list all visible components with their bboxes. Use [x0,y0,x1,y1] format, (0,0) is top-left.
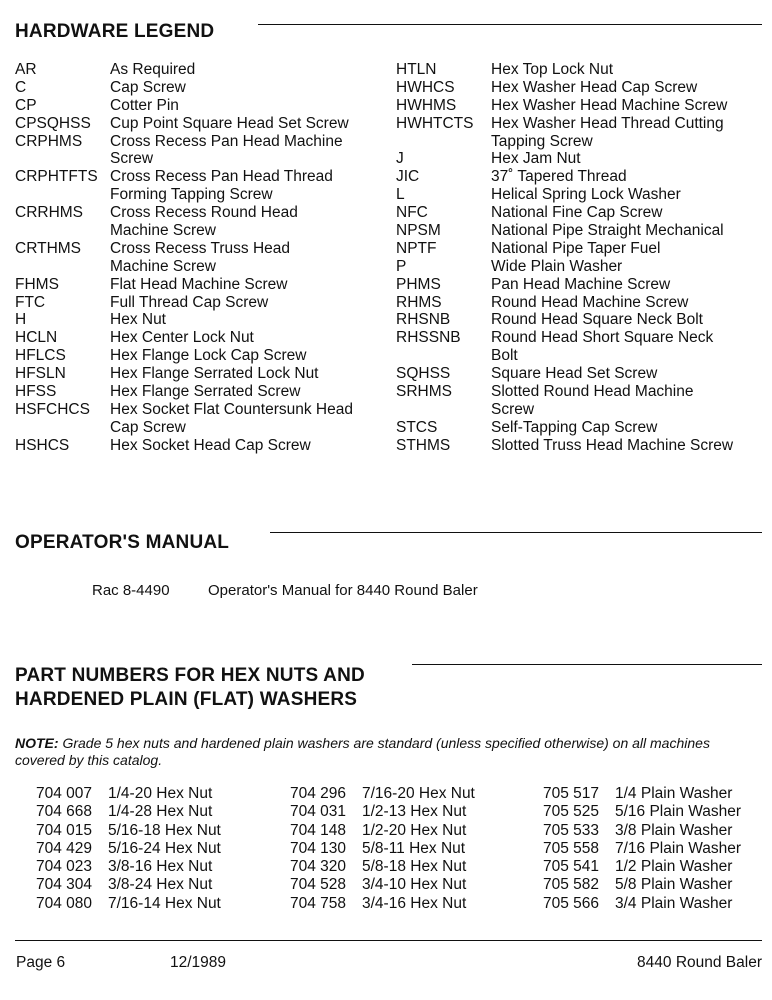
legend-description: Hex Washer Head Cap Screw [491,78,698,96]
legend-abbreviation: NPTF [396,239,437,257]
legend-description: Round Head Machine Screw [491,293,689,311]
legend-abbreviation: C [15,78,27,96]
part-row [36,785,276,803]
part-description: 3/8-16 Hex Nut [108,858,213,876]
part-description: 7/16 Plain Washer [615,839,742,857]
legend-abbreviation: STHMS [396,436,451,454]
legend-abbreviation: HWHMS [396,96,457,114]
legend-abbreviation: CRPHTFTS [15,168,98,186]
part-number: 704 429 [36,839,93,857]
legend-row [396,204,766,222]
legend-description: Cross Recess Truss Head [110,239,291,257]
part-description: 1/2-13 Hex Nut [362,803,467,821]
legend-description: National Pipe Straight Mechanical [491,222,724,240]
legend-description: Hex Top Lock Nut [491,61,614,78]
legend-row [15,61,390,79]
legend-description: Tapping Screw [491,132,593,150]
legend-description: Round Head Square Neck Bolt [491,311,703,329]
part-description: 1/2 Plain Washer [615,858,733,876]
part-number: 704 130 [290,839,347,857]
legend-description: Machine Screw [110,222,216,240]
legend-description: Slotted Round Head Machine [491,383,694,401]
manual-number: Rac 8-4490 [92,582,170,599]
legend-abbreviation: CP [15,96,37,114]
part-row [36,858,276,876]
legend-row [396,186,766,204]
part-description: 5/16-18 Hex Nut [108,821,221,839]
part-number: 704 015 [36,821,93,839]
part-row [290,803,530,821]
legend-description: Wide Plain Washer [491,257,623,275]
legend-abbreviation: SQHSS [396,365,451,383]
legend-row [396,294,766,312]
legend-row [15,383,390,401]
parts-column-2 [290,785,530,913]
legend-row [396,240,766,258]
legend-description: Square Head Set Screw [491,365,658,383]
part-description: 3/4-16 Hex Nut [362,894,467,912]
part-row [290,785,530,803]
part-number: 704 758 [290,894,347,912]
part-description: 3/4-10 Hex Nut [362,876,467,894]
legend-description: Hex Flange Serrated Screw [110,383,301,401]
part-row [290,895,530,913]
part-number: 704 007 [36,785,93,802]
legend-abbreviation: PHMS [396,275,441,293]
part-numbers-title-line2: HARDENED PLAIN (FLAT) WASHERS [15,689,358,710]
legend-description: Screw [491,400,535,418]
part-row [543,876,768,894]
legend-row [396,97,766,115]
part-number: 705 582 [543,876,600,894]
legend-row [396,61,766,79]
part-row [36,895,276,913]
legend-description: Slotted Truss Head Machine Screw [491,436,734,454]
legend-row [396,401,766,419]
legend-abbreviation: AR [15,61,37,78]
legend-row [15,79,390,97]
legend-abbreviation: NFC [396,204,428,222]
legend-row [396,276,766,294]
legend-abbreviation: CRTHMS [15,239,82,257]
legend-row [396,311,766,329]
legend-row [15,401,390,419]
footer-page-number: Page 6 [16,954,66,971]
legend-row [396,150,766,168]
part-description: 1/4 Plain Washer [615,785,733,802]
legend-row [15,186,390,204]
part-number: 704 528 [290,876,347,894]
part-row [36,840,276,858]
legend-row [396,347,766,365]
manual-description: Operator's Manual for 8440 Round Baler [208,582,478,599]
part-numbers-title-line1: PART NUMBERS FOR HEX NUTS AND [15,665,365,686]
legend-abbreviation: FHMS [15,275,59,293]
legend-description: Full Thread Cap Screw [110,293,269,311]
legend-row [15,329,390,347]
legend-description: Self-Tapping Cap Screw [491,418,658,436]
legend-description: Helical Spring Lock Washer [491,186,681,204]
legend-abbreviation: HWHCS [396,78,455,96]
legend-description: Hex Nut [110,311,166,329]
legend-description: Cross Recess Pan Head Machine [110,132,343,150]
legend-abbreviation: J [396,150,404,168]
parts-column-1 [36,785,276,913]
hardware-legend-rule [258,24,762,25]
legend-row [396,329,766,347]
part-description: 5/8 Plain Washer [615,876,733,894]
operators-manual-rule [270,532,762,533]
part-description: 3/8-24 Hex Nut [108,876,213,894]
part-row [290,876,530,894]
legend-abbreviation: RHSNB [396,311,451,329]
legend-abbreviation: NPSM [396,222,441,240]
part-row [543,803,768,821]
legend-abbreviation: HSFCHCS [15,400,90,418]
footer-product: 8440 Round Baler [637,954,762,971]
part-description: 7/16-20 Hex Nut [362,785,475,802]
part-row [543,858,768,876]
part-number: 705 517 [543,785,600,802]
legend-description: Cap Screw [110,418,186,436]
legend-right-column [396,61,766,455]
legend-description: Round Head Short Square Neck [491,329,714,347]
legend-row [15,365,390,383]
part-description: 5/8-18 Hex Nut [362,858,467,876]
legend-abbreviation: SRHMS [396,383,452,401]
part-number: 704 320 [290,858,347,876]
legend-description: Hex Washer Head Machine Screw [491,96,728,114]
legend-description: National Pipe Taper Fuel [491,239,661,257]
part-row [36,876,276,894]
part-description: 1/2-20 Hex Nut [362,821,467,839]
footer-date: 12/1989 [170,954,227,971]
legend-left-column [15,61,390,455]
legend-abbreviation: HFLCS [15,347,66,365]
part-row [36,803,276,821]
legend-description: Hex Socket Flat Countersunk Head [110,400,353,418]
legend-row [15,168,390,186]
part-description: 1/4-20 Hex Nut [108,785,213,802]
legend-description: Pan Head Machine Screw [491,275,671,293]
legend-abbreviation: HTLN [396,61,437,78]
legend-description: Cross Recess Pan Head Thread [110,168,333,186]
legend-description: Bolt [491,347,518,365]
note-text: Grade 5 hex nuts and hardened plain washers are standard (unless specified otherwise) on all machines covered by this catalog. [15,735,710,768]
part-row [543,822,768,840]
legend-abbreviation: HSHCS [15,436,70,454]
legend-row [15,311,390,329]
legend-row [15,204,390,222]
part-number: 704 023 [36,858,93,876]
hardware-legend-title: HARDWARE LEGEND [15,21,215,42]
legend-description: Machine Screw [110,257,216,275]
part-number: 705 566 [543,894,600,912]
legend-abbreviation: JIC [396,168,420,186]
legend-abbreviation: STCS [396,418,438,436]
part-description: 1/4-28 Hex Nut [108,803,213,821]
legend-abbreviation: HFSS [15,383,57,401]
legend-row [15,276,390,294]
part-row [290,840,530,858]
legend-row [15,240,390,258]
legend-description: As Required [110,61,196,78]
part-number: 704 031 [290,803,347,821]
part-number: 704 148 [290,821,347,839]
legend-row [396,419,766,437]
legend-row [15,222,390,240]
legend-row [15,150,390,168]
legend-row [396,222,766,240]
note-label: NOTE: [15,735,59,751]
part-number: 704 304 [36,876,93,894]
legend-description: Hex Jam Nut [491,150,581,168]
part-row [543,895,768,913]
legend-row [15,437,390,455]
legend-row [396,168,766,186]
legend-description: Hex Center Lock Nut [110,329,254,347]
legend-row [15,419,390,437]
part-number: 705 558 [543,839,600,857]
legend-row [396,383,766,401]
part-description: 3/4 Plain Washer [615,894,733,912]
legend-abbreviation: RHMS [396,293,442,311]
legend-description: Cotter Pin [110,96,179,114]
parts-column-3 [543,785,768,913]
part-numbers-rule [412,664,762,665]
legend-row [396,115,766,133]
legend-description: Screw [110,150,154,168]
legend-abbreviation: HFSLN [15,365,66,383]
legend-row [15,97,390,115]
part-number: 705 533 [543,821,600,839]
legend-abbreviation: P [396,257,407,275]
legend-row [396,258,766,276]
part-number: 704 668 [36,803,93,821]
legend-abbreviation: CRRHMS [15,204,84,222]
operators-manual-title: OPERATOR'S MANUAL [15,532,230,553]
part-number: 704 296 [290,785,347,802]
legend-description: Flat Head Machine Screw [110,275,288,293]
note-paragraph [15,735,760,769]
legend-abbreviation: L [396,186,405,204]
part-row [290,822,530,840]
legend-abbreviation: HWHTCTS [396,114,474,132]
legend-description: Forming Tapping Screw [110,186,273,204]
legend-row [396,365,766,383]
legend-description: Hex Flange Serrated Lock Nut [110,365,319,383]
legend-description: 37˚ Tapered Thread [491,168,627,186]
legend-description: National Fine Cap Screw [491,204,663,222]
legend-description: Cross Recess Round Head [110,204,298,222]
legend-description: Cup Point Square Head Set Screw [110,114,349,132]
part-description: 7/16-14 Hex Nut [108,894,221,912]
legend-abbreviation: RHSSNB [396,329,461,347]
legend-abbreviation: FTC [15,293,46,311]
legend-row [396,437,766,455]
legend-row [15,258,390,276]
part-description: 5/16-24 Hex Nut [108,839,221,857]
part-description: 5/8-11 Hex Nut [362,839,466,857]
part-row [36,822,276,840]
part-row [543,840,768,858]
part-number: 704 080 [36,894,93,912]
footer-rule [15,940,762,941]
part-row [543,785,768,803]
legend-row [396,79,766,97]
part-number: 705 525 [543,803,600,821]
legend-description: Cap Screw [110,78,186,96]
legend-description: Hex Washer Head Thread Cutting [491,114,724,132]
part-description: 3/8 Plain Washer [615,821,733,839]
legend-description: Hex Flange Lock Cap Screw [110,347,307,365]
legend-row [396,133,766,151]
part-row [290,858,530,876]
legend-abbreviation: H [15,311,27,329]
legend-abbreviation: CRPHMS [15,132,83,150]
legend-row [15,294,390,312]
legend-abbreviation: HCLN [15,329,58,347]
part-number: 705 541 [543,858,600,876]
part-description: 5/16 Plain Washer [615,803,742,821]
legend-description: Hex Socket Head Cap Screw [110,436,311,454]
legend-row [15,133,390,151]
legend-abbreviation: CPSQHSS [15,114,91,132]
legend-row [15,347,390,365]
legend-row [15,115,390,133]
